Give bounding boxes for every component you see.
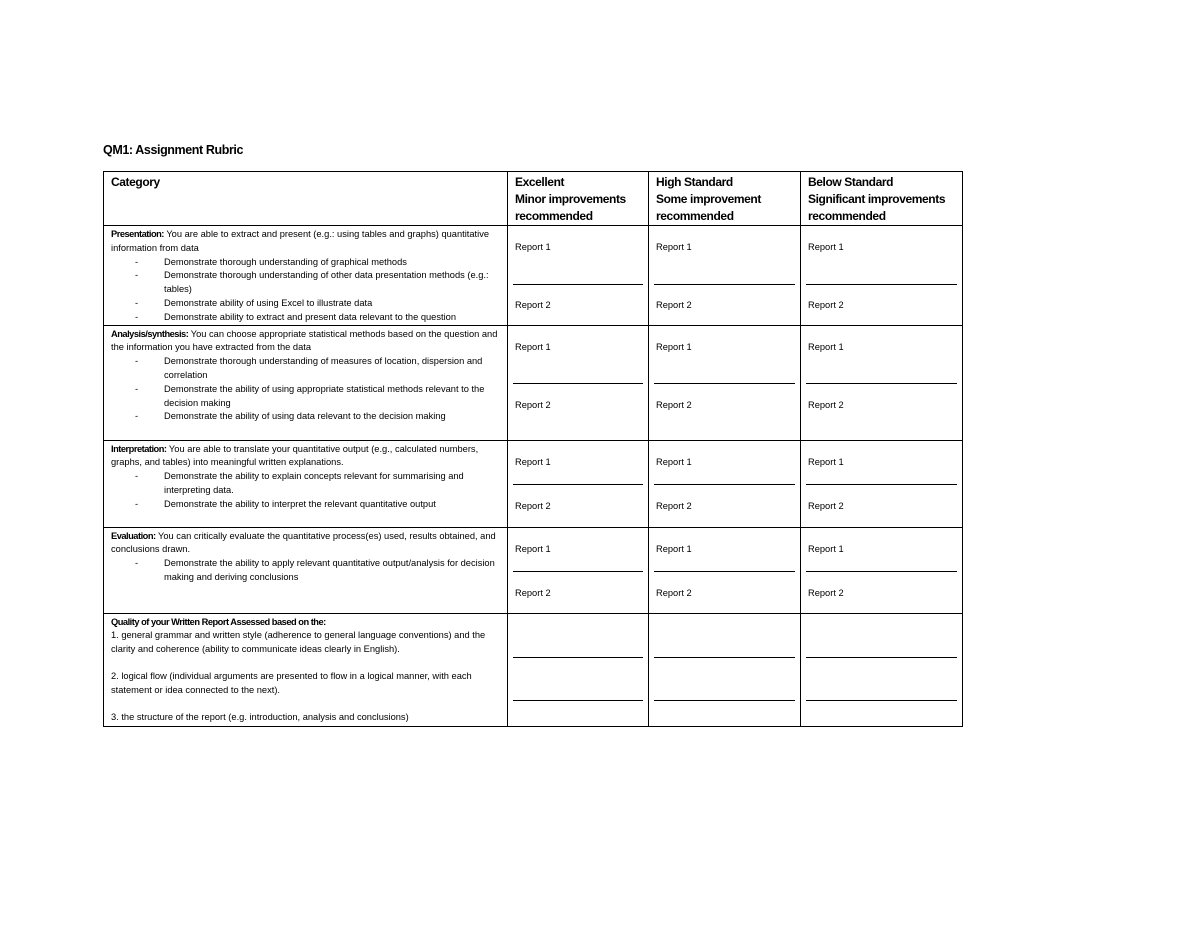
answer-line: [513, 484, 643, 485]
report-1-label: Report 1: [515, 543, 551, 554]
answer-line: [654, 700, 795, 701]
answer-line: [513, 657, 643, 658]
row-presentation: [104, 226, 963, 326]
category-evaluation: [104, 527, 508, 613]
report-2-label: Report 2: [656, 587, 692, 598]
report-1-label: Report 1: [515, 242, 551, 252]
category-heading: Analysis/synthesis:: [111, 328, 189, 339]
header-high-standard: [649, 172, 801, 226]
grade-cell-high: [649, 226, 801, 326]
report-2-label: Report 2: [808, 399, 844, 410]
grade-cell-below: [801, 226, 963, 326]
criteria-item: - Demonstrate the ability to apply relevant quantitative output/analysis for decision making and deriving conclusions: [111, 557, 500, 585]
category-description: You are able to extract and present (e.g.: using tables and graphs) quantitative information from data: [111, 229, 490, 253]
report-2-label: Report 2: [656, 399, 692, 410]
grade-cell-below: [801, 613, 963, 726]
answer-line: [806, 284, 957, 285]
header-excellent: [508, 172, 649, 226]
report-2-label: Report 2: [515, 587, 551, 598]
report-2-label: Report 2: [515, 399, 551, 410]
category-description: You can critically evaluate the quantitative process(es) used, results obtained, and conclusions drawn.: [111, 530, 496, 555]
answer-line: [654, 383, 795, 384]
criteria-item: - Demonstrate thorough understanding of measures of location, dispersion and correlation: [111, 355, 500, 383]
grade-cell-high: [649, 527, 801, 613]
header-below-line3: recommended: [808, 209, 886, 223]
criteria-item: - Demonstrate the ability of using appropriate statistical methods relevant to the decision making: [111, 383, 500, 411]
answer-line: [654, 484, 795, 485]
header-row: [104, 172, 963, 226]
answer-line: [654, 284, 795, 285]
category-heading: Evaluation:: [111, 530, 156, 541]
report-1-label: Report 1: [808, 543, 844, 554]
grade-cell-excellent: [508, 226, 649, 326]
grade-cell-excellent: [508, 527, 649, 613]
page-title: QM1: Assignment Rubric: [103, 143, 244, 157]
category-heading: Presentation:: [111, 229, 164, 239]
criteria-item: - Demonstrate the ability to interpret the relevant quantitative output: [111, 498, 500, 512]
answer-line: [806, 383, 957, 384]
grade-cell-below: [801, 527, 963, 613]
category-description: You can choose appropriate statistical methods based on the question and the information you have extracted from the data: [111, 328, 498, 353]
answer-line: [806, 657, 957, 658]
row-evaluation: [104, 527, 963, 613]
report-2-label: Report 2: [515, 300, 551, 310]
answer-line: [654, 657, 795, 658]
criteria-item: - Demonstrate thorough understanding of graphical methods: [111, 256, 500, 270]
category-heading: Interpretation:: [111, 443, 167, 454]
category-heading: Quality of your Written Report Assessed based on the:: [111, 616, 326, 627]
report-1-label: Report 1: [515, 456, 551, 467]
report-1-label: Report 1: [808, 456, 844, 467]
grade-cell-excellent: [508, 325, 649, 440]
criteria-item: - Demonstrate the ability to explain concepts relevant for summarising and interpreting data.: [111, 470, 500, 498]
grade-cell-below: [801, 440, 963, 527]
header-below-line1: Below Standard: [808, 175, 894, 189]
header-excellent-line2: Minor improvements: [515, 192, 626, 206]
header-category: [104, 172, 508, 226]
report-2-label: Report 2: [808, 587, 844, 598]
grade-cell-high: [649, 325, 801, 440]
category-analysis: [104, 325, 508, 440]
criteria-list: [111, 355, 500, 424]
grade-cell-high: [649, 440, 801, 527]
report-1-label: Report 1: [808, 242, 844, 252]
report-1-label: Report 1: [808, 341, 844, 352]
criteria-item: - Demonstrate ability to extract and present data relevant to the question: [111, 311, 500, 325]
report-2-label: Report 2: [656, 300, 692, 310]
header-below-line2: Significant improvements: [808, 192, 946, 206]
header-high-line1: High Standard: [656, 175, 733, 189]
answer-line: [513, 383, 643, 384]
header-excellent-line1: Excellent: [515, 175, 565, 189]
report-2-label: Report 2: [656, 500, 692, 511]
category-interpretation: [104, 440, 508, 527]
answer-line: [513, 700, 643, 701]
answer-line: [654, 571, 795, 572]
quality-item: 2. logical flow (individual arguments are presented to flow in a logical manner, with each statement or idea connected to the next).: [111, 670, 472, 695]
report-2-label: Report 2: [808, 300, 844, 310]
report-1-label: Report 1: [515, 341, 551, 352]
row-interpretation: [104, 440, 963, 527]
answer-line: [513, 571, 643, 572]
report-1-label: Report 1: [656, 242, 692, 252]
quality-item: 3. the structure of the report (e.g. introduction, analysis and conclusions): [111, 711, 409, 722]
header-high-line3: recommended: [656, 209, 734, 223]
grade-cell-below: [801, 325, 963, 440]
answer-line: [806, 700, 957, 701]
header-below-standard: [801, 172, 963, 226]
header-excellent-line3: recommended: [515, 209, 593, 223]
row-quality: [104, 613, 963, 726]
answer-line: [513, 284, 643, 285]
category-presentation: [104, 226, 508, 326]
category-quality: [104, 613, 508, 726]
quality-item: 1. general grammar and written style (adherence to general language conventions) and the clarity and coherence (ability to communicate ideas clearly in English).: [111, 630, 486, 655]
header-category-label: Category: [111, 175, 160, 189]
criteria-list: [111, 470, 500, 511]
report-1-label: Report 1: [656, 456, 692, 467]
category-description: You are able to translate your quantitative output (e.g., calculated numbers, graphs, and tables) into meaningful written explanations.: [111, 443, 479, 468]
row-analysis: [104, 325, 963, 440]
criteria-item: - Demonstrate ability of using Excel to illustrate data: [111, 297, 500, 311]
report-2-label: Report 2: [808, 500, 844, 511]
report-2-label: Report 2: [515, 500, 551, 511]
report-1-label: Report 1: [656, 341, 692, 352]
criteria-list: [111, 557, 500, 585]
grade-cell-excellent: [508, 613, 649, 726]
report-1-label: Report 1: [656, 543, 692, 554]
grade-cell-high: [649, 613, 801, 726]
header-high-line2: Some improvement: [656, 192, 761, 206]
grade-cell-excellent: [508, 440, 649, 527]
criteria-item: - Demonstrate thorough understanding of other data presentation methods (e.g.: tables): [111, 269, 500, 297]
criteria-item: - Demonstrate the ability of using data relevant to the decision making: [111, 410, 500, 424]
answer-line: [806, 484, 957, 485]
answer-line: [806, 571, 957, 572]
criteria-list: [111, 256, 500, 325]
rubric-table: [103, 171, 963, 727]
